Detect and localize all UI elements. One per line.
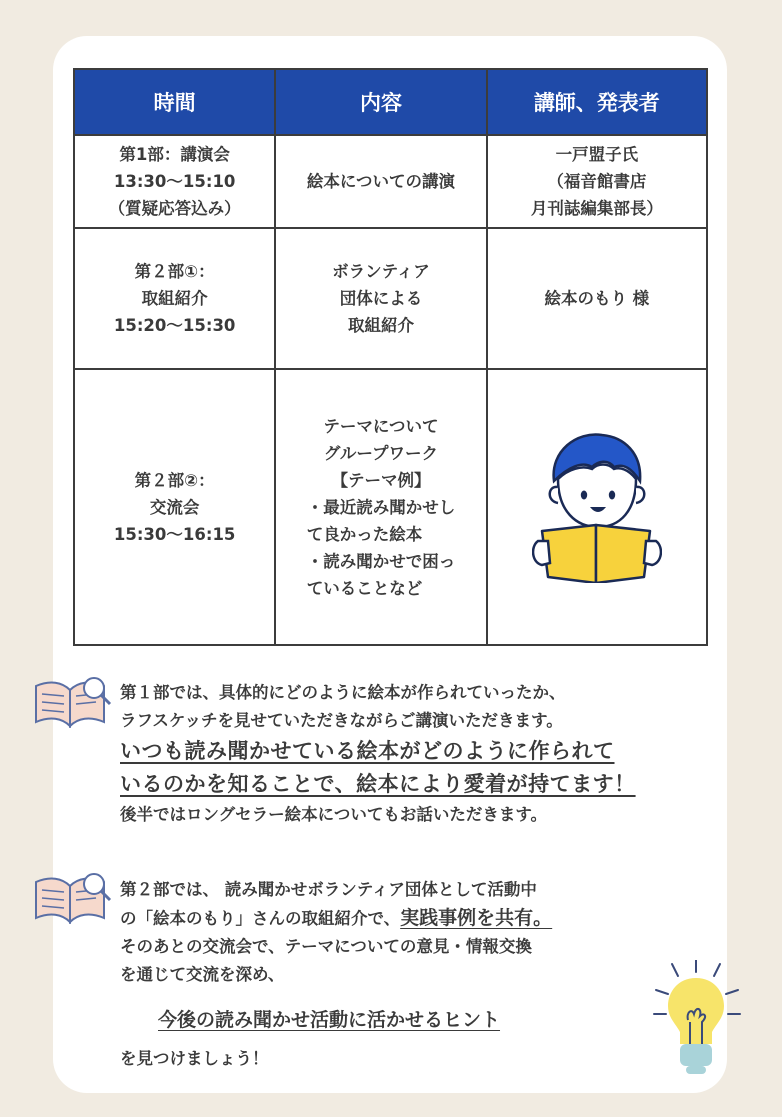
note2-highlight-inline: 実践事例を共有。 <box>400 907 553 929</box>
open-book-magnifier-icon <box>30 868 112 924</box>
time-cell: 第２部②： 交流会 15:30〜16:15 <box>74 369 275 645</box>
content-cell <box>275 369 486 645</box>
content-cell: 絵本についての講演 <box>275 135 486 228</box>
header-speaker: 講師、発表者 <box>487 69 707 135</box>
schedule-table <box>73 68 708 646</box>
note1-highlight: いつも読み聞かせている絵本がどのように作られて <box>120 739 615 763</box>
speaker-cell: 一戸盟子氏 （福音館書店 月刊誌編集部長） <box>487 135 707 228</box>
table-row <box>74 228 707 369</box>
time-cell: 第２部①： 取組紹介 15:20〜15:30 <box>74 228 275 369</box>
header-content: 内容 <box>275 69 486 135</box>
time-cell: 第1部：講演会 13:30〜15:10 （質疑応答込み） <box>74 135 275 228</box>
table-header-row <box>74 69 707 135</box>
note1-highlight: いるのかを知ることで、絵本により愛着が持てます！ <box>120 772 636 796</box>
table-row <box>74 369 707 645</box>
speaker-cell-illustration <box>487 369 707 645</box>
note2-highlight: 今後の読み聞かせ活動に活かせるヒント <box>158 1009 501 1031</box>
open-book-magnifier-icon <box>30 672 112 728</box>
note-part2: 第２部では、 読み聞かせボランティア団体として活動中 の「絵本のもり」さんの取組紹介で、実践事例を共有。 そのあとの交流会で、テーマについての意見・情報交換 を通じて交流を深め、 今後の読み聞かせ活動に活かせるヒント を見つけましょう！ <box>120 880 553 1068</box>
speaker-cell: 絵本のもり 様 <box>487 228 707 369</box>
note-part1: 第１部では、具体的にどのように絵本が作られていったか、 ラフスケッチを見せていただきながらご講演いただきます。 いつも読み聞かせている絵本がどのように作られて いるのかを知ることで、絵本により愛着が持てます！ 後半ではロングセラー絵本についてもお話いただきます。 <box>120 683 636 824</box>
light-bulb-icon <box>652 960 742 1080</box>
header-time: 時間 <box>74 69 275 135</box>
content-cell: ボランティア 団体による 取組紹介 <box>275 228 486 369</box>
theme-list: テーマについて グループワーク 【テーマ例】 ・最近読み聞かせし て良かった絵本 ・読み聞かせで困っ ていることなど <box>306 416 456 598</box>
table-row <box>74 135 707 228</box>
child-reading-illustration <box>532 423 662 583</box>
